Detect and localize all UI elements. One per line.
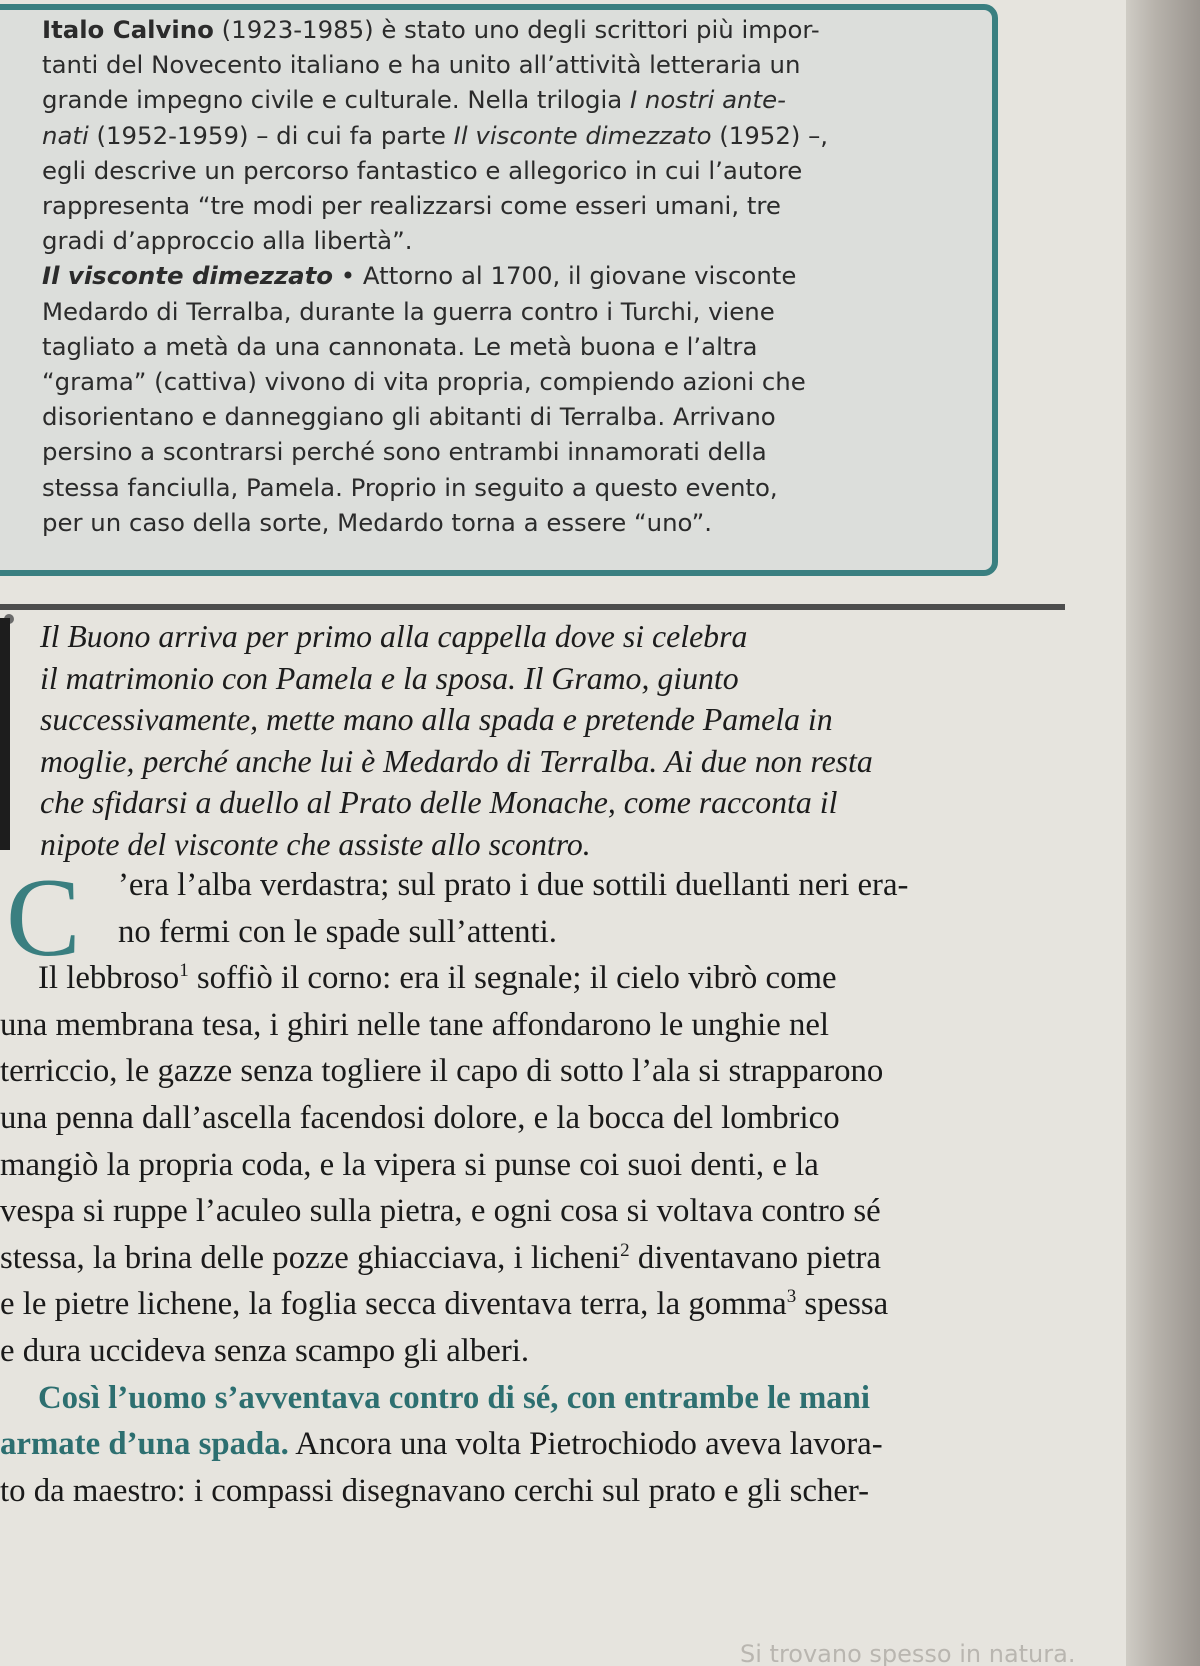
story-line: Il lebbroso$^1$ soffiò il corno: era il segnale; il cielo vibrò come [38,960,837,997]
story-line: e dura uccideva senza scampo gli alberi. [0,1332,530,1369]
story-line: terriccio, le gazze senza togliere il capo di sotto l’ala si strapparono [0,1053,884,1090]
intro-line: gradi d’approccio alla libertà”. [42,226,413,256]
lead-line: moglie, perché anche lui è Medardo di Terralba. Ai due non resta [40,743,873,779]
story-line: vespa si ruppe l’aculeo sulla pietra, e ogni cosa si voltava contro sé [0,1193,881,1230]
story-text [0,856,1095,1514]
story-line: to da maestro: i compassi disegnavano cerchi sul prato e gli scher- [0,1472,870,1509]
story-line: stessa, la brina delle pozze ghiacciava, i licheni$^2$ diventavano pietra [0,1239,881,1276]
story-line-highlight: Così l’uomo s’avventava contro di sé, con entrambe le mani [38,1379,871,1416]
story-line: una membrana tesa, i ghiri nelle tane affondarono le unghie nel [0,1006,830,1043]
intro-line: disorientano e danneggiano gli abitanti di Terralba. Arrivano [42,402,776,432]
intro-line: nati (1952-1959) – di cui fa parte Il visconte dimezzato (1952) –, [42,120,829,150]
story-line: no fermi con le spade sull’attenti. [118,913,557,950]
author-name: Italo Calvino [42,15,214,44]
intro-line: tanti del Novecento italiano e ha unito all’attività letteraria un [42,50,801,80]
lead-line: il matrimonio con Pamela e la sposa. Il Gramo, giunto [40,660,739,696]
intro-line: Il visconte dimezzato • Attorno al 1700, il giovane visconte [42,261,797,291]
section-divider [0,604,1065,610]
lead-summary [40,616,1050,865]
footnote-fragment: Si trovano spesso in natura. [740,1640,1076,1666]
intro-line: Italo Calvino (1923-1985) è stato uno degli scrittori più impor- [42,15,820,44]
drop-cap: C [6,856,81,980]
intro-line: egli descrive un percorso fantastico e allegorico in cui l’autore [42,155,803,185]
story-line: e le pietre lichene, la foglia secca diventava terra, la gomma$^3$ spessa [0,1286,889,1323]
section-title: Il visconte dimezzato [42,261,334,291]
story-line: ’era l’alba verdastra; sul prato i due sottili duellanti neri era- [118,867,909,903]
story-line: mangiò la propria coda, e la vipera si punse coi suoi denti, e la [0,1146,819,1183]
lead-side-bar [0,618,10,850]
story-line: una penna dall’ascella facendosi dolore, e la bocca del lombrico [0,1099,840,1136]
intro-line: “grama” (cattiva) vivono di vita propria, compiendo azioni che [42,367,806,397]
intro-line: persino a scontrarsi perché sono entrambi innamorati della [42,437,767,467]
author-introduction [42,12,992,540]
highlight-text: armate d’una spada. [0,1426,289,1463]
intro-line: tagliato a metà da una cannonata. Le metà buona e l’altra [42,331,758,361]
footnote-ref-1: 1 [179,960,189,982]
intro-line: grande impegno civile e culturale. Nella trilogia I nostri ante- [42,85,786,115]
footnote-ref-2: 2 [620,1239,630,1261]
lead-line: Il Buono arriva per primo alla cappella dove si celebra [40,619,748,654]
intro-line: per un caso della sorte, Medardo torna a essere “uno”. [42,507,713,537]
lead-line: successivamente, mette mano alla spada e pretende Pamela in [40,702,833,737]
intro-line: rappresenta “tre modi per realizzarsi come esseri umani, tre [42,191,781,221]
lead-line: che sfidarsi a duello al Prato delle Monache, come racconta il [40,785,838,820]
lead-line: nipote del visconte che assiste allo scontro. [40,826,591,862]
footnote-ref-3: 3 [786,1286,797,1308]
intro-line: stessa fanciulla, Pamela. Proprio in seguito a questo evento, [42,472,778,502]
intro-line: Medardo di Terralba, durante la guerra contro i Turchi, viene [42,296,775,326]
story-line: armate d’una spada. Ancora una volta Pietrochiodo aveva lavora- [0,1426,883,1463]
page-edge [1126,0,1200,1666]
